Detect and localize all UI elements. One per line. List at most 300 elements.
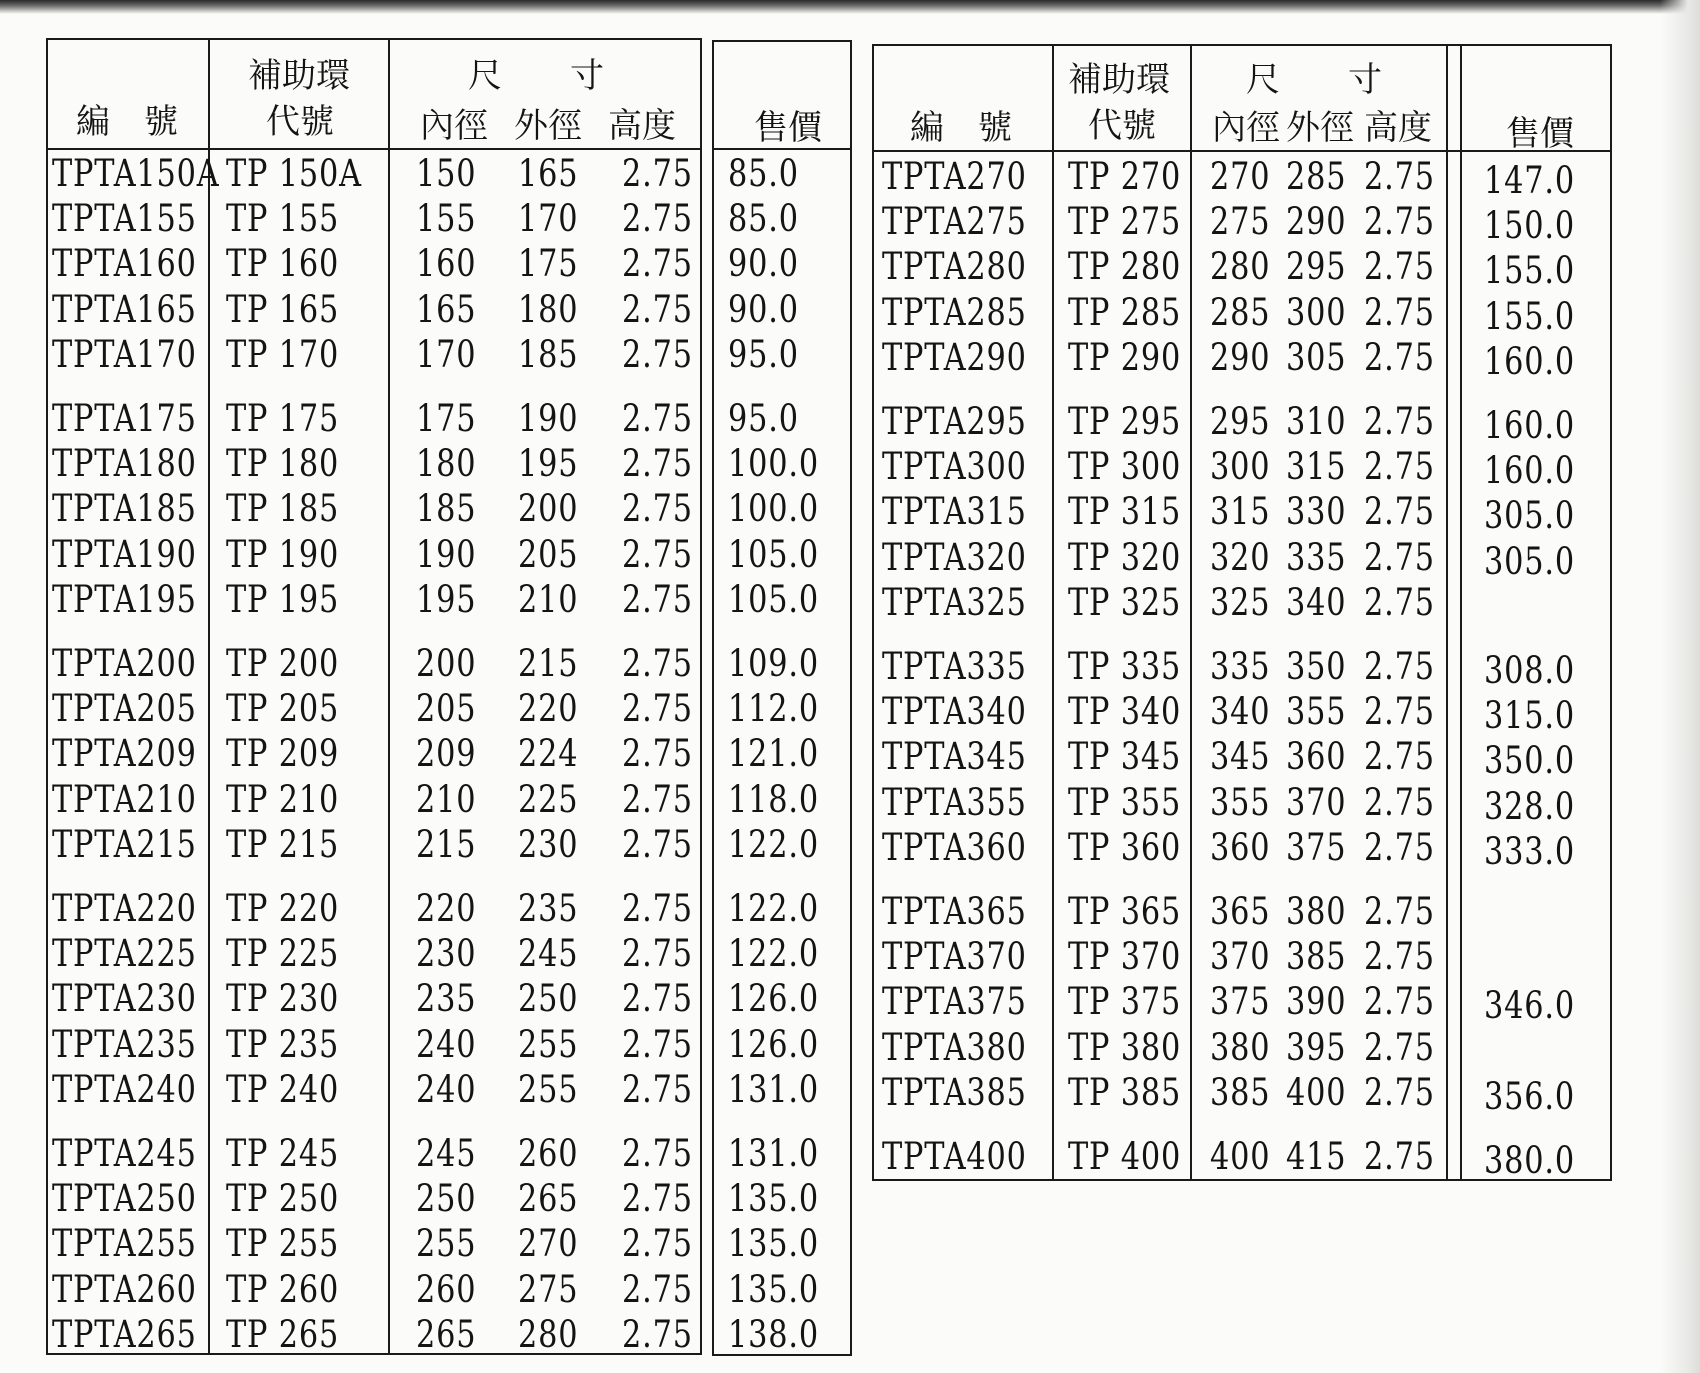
row-outer-diameter: 275 xyxy=(518,1267,579,1311)
row-height: 2.75 xyxy=(1364,780,1435,824)
row-ring-code: TP 295 xyxy=(1068,400,1182,443)
row-price: 350.0 xyxy=(1484,739,1575,783)
row-ring-code: TP 195 xyxy=(226,577,340,621)
row-price: 131.0 xyxy=(728,1132,819,1175)
row-ring-code: TP 200 xyxy=(226,642,340,685)
row-outer-diameter: 310 xyxy=(1286,400,1347,443)
row-outer-diameter: 235 xyxy=(518,887,579,930)
row-ring-code: TP 180 xyxy=(226,442,340,486)
row-ring-code: TP 245 xyxy=(226,1132,340,1175)
row-height: 2.75 xyxy=(622,1267,693,1311)
row-outer-diameter: 170 xyxy=(518,197,579,241)
row-price: 90.0 xyxy=(728,242,799,286)
row-outer-diameter: 385 xyxy=(1286,935,1347,979)
row-inner-diameter: 209 xyxy=(416,732,477,776)
row-outer-diameter: 255 xyxy=(518,1067,579,1111)
row-price: 380.0 xyxy=(1484,1139,1575,1182)
row-height: 2.75 xyxy=(622,932,693,976)
row-price: 118.0 xyxy=(728,777,819,821)
left-table xyxy=(46,38,702,1355)
header-ring-line2-right: 代號 xyxy=(1088,106,1156,146)
row-code: TPTA220 xyxy=(52,887,197,930)
row-inner-diameter: 185 xyxy=(416,487,477,531)
row-code: TPTA200 xyxy=(52,642,197,685)
row-price: 135.0 xyxy=(728,1177,819,1221)
row-price: 150.0 xyxy=(1484,204,1575,248)
row-inner-diameter: 190 xyxy=(416,532,477,576)
row-outer-diameter: 210 xyxy=(518,577,579,621)
row-ring-code: TP 355 xyxy=(1068,780,1182,824)
row-height: 2.75 xyxy=(1364,890,1435,933)
row-code: TPTA235 xyxy=(52,1022,197,1066)
row-code: TPTA165 xyxy=(52,287,197,331)
row-height: 2.75 xyxy=(1364,645,1435,688)
row-code: TPTA190 xyxy=(52,532,197,576)
row-outer-diameter: 260 xyxy=(518,1132,579,1175)
row-ring-code: TP 325 xyxy=(1068,580,1182,624)
row-inner-diameter: 315 xyxy=(1210,490,1271,534)
row-ring-code: TP 205 xyxy=(226,687,340,731)
right-divider-ring xyxy=(1190,46,1192,1179)
row-price: 356.0 xyxy=(1484,1074,1575,1118)
row-ring-code: TP 225 xyxy=(226,932,340,976)
row-price: 333.0 xyxy=(1484,829,1575,873)
row-code: TPTA215 xyxy=(52,822,197,866)
row-outer-diameter: 300 xyxy=(1286,290,1347,334)
row-code: TPTA225 xyxy=(52,932,197,976)
row-ring-code: TP 165 xyxy=(226,287,340,331)
row-outer-diameter: 175 xyxy=(518,242,579,286)
header-number-right: 編 號 xyxy=(910,108,1012,148)
row-ring-code: TP 385 xyxy=(1068,1070,1182,1114)
row-inner-diameter: 235 xyxy=(416,977,477,1021)
row-inner-diameter: 150 xyxy=(416,152,477,195)
row-code: TPTA270 xyxy=(882,155,1027,198)
row-price: 328.0 xyxy=(1484,784,1575,828)
row-code: TPTA230 xyxy=(52,977,197,1021)
row-price: 147.0 xyxy=(1484,159,1575,202)
row-outer-diameter: 380 xyxy=(1286,890,1347,933)
left-divider-ring xyxy=(388,40,390,1353)
row-outer-diameter: 285 xyxy=(1286,155,1347,198)
row-height: 2.75 xyxy=(622,977,693,1021)
row-inner-diameter: 340 xyxy=(1210,690,1271,734)
right-divider-code xyxy=(1052,46,1054,1179)
header-number: 編 號 xyxy=(76,102,178,142)
row-outer-diameter: 400 xyxy=(1286,1070,1347,1114)
row-code: TPTA275 xyxy=(882,200,1027,244)
row-ring-code: TP 315 xyxy=(1068,490,1182,534)
row-ring-code: TP 320 xyxy=(1068,535,1182,579)
row-inner-diameter: 295 xyxy=(1210,400,1271,443)
row-price: 100.0 xyxy=(728,487,819,531)
row-code: TPTA325 xyxy=(882,580,1027,624)
row-height: 2.75 xyxy=(1364,735,1435,779)
row-height: 2.75 xyxy=(622,332,693,376)
row-height: 2.75 xyxy=(622,1132,693,1175)
row-ring-code: TP 220 xyxy=(226,887,340,930)
row-height: 2.75 xyxy=(1364,690,1435,734)
row-ring-code: TP 170 xyxy=(226,332,340,376)
row-price: 85.0 xyxy=(728,197,799,241)
row-inner-diameter: 345 xyxy=(1210,735,1271,779)
row-ring-code: TP 235 xyxy=(226,1022,340,1066)
row-code: TPTA400 xyxy=(882,1135,1027,1178)
row-price: 160.0 xyxy=(1484,339,1575,383)
row-outer-diameter: 215 xyxy=(518,642,579,685)
row-height: 2.75 xyxy=(622,487,693,531)
row-ring-code: TP 345 xyxy=(1068,735,1182,779)
row-code: TPTA315 xyxy=(882,490,1027,534)
row-inner-diameter: 265 xyxy=(416,1312,477,1356)
row-outer-diameter: 224 xyxy=(518,732,579,776)
row-code: TPTA290 xyxy=(882,335,1027,379)
row-outer-diameter: 280 xyxy=(518,1312,579,1356)
row-height: 2.75 xyxy=(622,287,693,331)
row-ring-code: TP 270 xyxy=(1068,155,1182,198)
right-header-rule xyxy=(874,150,1610,152)
left-price-table xyxy=(712,40,852,1356)
row-price: 155.0 xyxy=(1484,249,1575,293)
row-inner-diameter: 210 xyxy=(416,777,477,821)
row-inner-diameter: 195 xyxy=(416,577,477,621)
left-header-rule xyxy=(48,148,700,150)
row-code: TPTA185 xyxy=(52,487,197,531)
header-size-right: 尺 寸 xyxy=(1246,60,1382,100)
row-code: TPTA180 xyxy=(52,442,197,486)
row-height: 2.75 xyxy=(1364,200,1435,244)
row-outer-diameter: 165 xyxy=(518,152,579,195)
right-divider-size xyxy=(1446,46,1448,1179)
row-outer-diameter: 335 xyxy=(1286,535,1347,579)
row-inner-diameter: 170 xyxy=(416,332,477,376)
row-price: 122.0 xyxy=(728,822,819,866)
row-inner-diameter: 370 xyxy=(1210,935,1271,979)
row-ring-code: TP 230 xyxy=(226,977,340,1021)
row-height: 2.75 xyxy=(622,397,693,440)
row-inner-diameter: 165 xyxy=(416,287,477,331)
row-price: 105.0 xyxy=(728,532,819,576)
row-ring-code: TP 160 xyxy=(226,242,340,286)
row-inner-diameter: 375 xyxy=(1210,980,1271,1024)
row-outer-diameter: 305 xyxy=(1286,335,1347,379)
row-outer-diameter: 245 xyxy=(518,932,579,976)
row-height: 2.75 xyxy=(622,642,693,685)
row-ring-code: TP 400 xyxy=(1068,1135,1182,1178)
row-ring-code: TP 280 xyxy=(1068,245,1182,289)
row-price: 131.0 xyxy=(728,1067,819,1111)
row-price: 112.0 xyxy=(728,687,819,731)
row-inner-diameter: 355 xyxy=(1210,780,1271,824)
row-inner-diameter: 320 xyxy=(1210,535,1271,579)
row-price: 155.0 xyxy=(1484,294,1575,338)
header-outer-right: 外徑 xyxy=(1286,108,1354,148)
left-divider-code xyxy=(208,40,210,1353)
row-ring-code: TP 209 xyxy=(226,732,340,776)
row-height: 2.75 xyxy=(1364,155,1435,198)
row-inner-diameter: 155 xyxy=(416,197,477,241)
row-inner-diameter: 250 xyxy=(416,1177,477,1221)
row-ring-code: TP 260 xyxy=(226,1267,340,1311)
row-ring-code: TP 250 xyxy=(226,1177,340,1221)
row-inner-diameter: 400 xyxy=(1210,1135,1271,1178)
row-inner-diameter: 365 xyxy=(1210,890,1271,933)
row-code: TPTA365 xyxy=(882,890,1027,933)
row-price: 95.0 xyxy=(728,397,799,440)
row-outer-diameter: 250 xyxy=(518,977,579,1021)
row-outer-diameter: 330 xyxy=(1286,490,1347,534)
row-outer-diameter: 195 xyxy=(518,442,579,486)
row-price: 346.0 xyxy=(1484,984,1575,1028)
row-outer-diameter: 230 xyxy=(518,822,579,866)
row-height: 2.75 xyxy=(1364,825,1435,869)
row-height: 2.75 xyxy=(1364,580,1435,624)
header-ring-line1-right: 補助環 xyxy=(1068,60,1170,100)
row-ring-code: TP 275 xyxy=(1068,200,1182,244)
row-inner-diameter: 200 xyxy=(416,642,477,685)
row-code: TPTA205 xyxy=(52,687,197,731)
row-height: 2.75 xyxy=(622,1222,693,1266)
row-inner-diameter: 285 xyxy=(1210,290,1271,334)
row-ring-code: TP 340 xyxy=(1068,690,1182,734)
row-height: 2.75 xyxy=(1364,290,1435,334)
row-outer-diameter: 180 xyxy=(518,287,579,331)
row-price: 305.0 xyxy=(1484,494,1575,538)
row-outer-diameter: 355 xyxy=(1286,690,1347,734)
header-outer: 外徑 xyxy=(514,106,582,146)
row-inner-diameter: 335 xyxy=(1210,645,1271,688)
row-code: TPTA255 xyxy=(52,1222,197,1266)
header-height-right: 高度 xyxy=(1364,108,1432,148)
row-code: TPTA280 xyxy=(882,245,1027,289)
row-height: 2.75 xyxy=(1364,245,1435,289)
row-height: 2.75 xyxy=(1364,400,1435,443)
row-height: 2.75 xyxy=(622,887,693,930)
row-code: TPTA385 xyxy=(882,1070,1027,1114)
row-code: TPTA320 xyxy=(882,535,1027,579)
row-ring-code: TP 335 xyxy=(1068,645,1182,688)
row-height: 2.75 xyxy=(1364,935,1435,979)
row-ring-code: TP 285 xyxy=(1068,290,1182,334)
row-height: 2.75 xyxy=(622,1177,693,1221)
row-height: 2.75 xyxy=(622,1312,693,1356)
row-code: TPTA209 xyxy=(52,732,197,776)
row-price: 315.0 xyxy=(1484,694,1575,738)
scan-right-edge xyxy=(1660,0,1700,1373)
header-size: 尺 寸 xyxy=(468,56,604,96)
row-height: 2.75 xyxy=(1364,445,1435,489)
row-price: 138.0 xyxy=(728,1312,819,1356)
row-outer-diameter: 290 xyxy=(1286,200,1347,244)
row-outer-diameter: 375 xyxy=(1286,825,1347,869)
row-code: TPTA155 xyxy=(52,197,197,241)
row-price: 126.0 xyxy=(728,977,819,1021)
row-outer-diameter: 255 xyxy=(518,1022,579,1066)
row-code: TPTA360 xyxy=(882,825,1027,869)
header-inner: 內徑 xyxy=(420,106,488,146)
right-divider-size-double xyxy=(1460,46,1462,1179)
row-inner-diameter: 325 xyxy=(1210,580,1271,624)
row-code: TPTA210 xyxy=(52,777,197,821)
row-price: 90.0 xyxy=(728,287,799,331)
header-ring-line1: 補助環 xyxy=(248,56,350,96)
row-ring-code: TP 365 xyxy=(1068,890,1182,933)
row-code: TPTA250 xyxy=(52,1177,197,1221)
row-inner-diameter: 380 xyxy=(1210,1025,1271,1069)
row-code: TPTA370 xyxy=(882,935,1027,979)
row-inner-diameter: 300 xyxy=(1210,445,1271,489)
row-outer-diameter: 295 xyxy=(1286,245,1347,289)
row-inner-diameter: 360 xyxy=(1210,825,1271,869)
row-height: 2.75 xyxy=(622,1022,693,1066)
row-outer-diameter: 340 xyxy=(1286,580,1347,624)
row-code: TPTA300 xyxy=(882,445,1027,489)
row-ring-code: TP 210 xyxy=(226,777,340,821)
row-inner-diameter: 385 xyxy=(1210,1070,1271,1114)
row-ring-code: TP 265 xyxy=(226,1312,340,1356)
row-code: TPTA355 xyxy=(882,780,1027,824)
row-code: TPTA150A xyxy=(52,152,220,195)
row-code: TPTA240 xyxy=(52,1067,197,1111)
row-price: 85.0 xyxy=(728,152,799,195)
row-price: 122.0 xyxy=(728,887,819,930)
row-height: 2.75 xyxy=(1364,1135,1435,1178)
row-inner-diameter: 175 xyxy=(416,397,477,440)
row-outer-diameter: 395 xyxy=(1286,1025,1347,1069)
row-code: TPTA160 xyxy=(52,242,197,286)
row-code: TPTA340 xyxy=(882,690,1027,734)
row-price: 95.0 xyxy=(728,332,799,376)
row-height: 2.75 xyxy=(622,687,693,731)
row-ring-code: TP 375 xyxy=(1068,980,1182,1024)
row-ring-code: TP 370 xyxy=(1068,935,1182,979)
row-outer-diameter: 220 xyxy=(518,687,579,731)
row-outer-diameter: 225 xyxy=(518,777,579,821)
row-ring-code: TP 380 xyxy=(1068,1025,1182,1069)
row-inner-diameter: 215 xyxy=(416,822,477,866)
row-height: 2.75 xyxy=(1364,1025,1435,1069)
row-ring-code: TP 215 xyxy=(226,822,340,866)
row-code: TPTA375 xyxy=(882,980,1027,1024)
row-price: 308.0 xyxy=(1484,649,1575,692)
row-height: 2.75 xyxy=(622,242,693,286)
row-height: 2.75 xyxy=(622,777,693,821)
right-table xyxy=(872,44,1612,1181)
header-inner-right: 內徑 xyxy=(1212,108,1280,148)
row-code: TPTA380 xyxy=(882,1025,1027,1069)
row-price: 160.0 xyxy=(1484,449,1575,493)
scan-top-edge xyxy=(0,0,1700,14)
row-price: 160.0 xyxy=(1484,404,1575,447)
row-height: 2.75 xyxy=(622,152,693,195)
left-price-header-rule xyxy=(714,148,850,150)
row-inner-diameter: 220 xyxy=(416,887,477,930)
row-outer-diameter: 270 xyxy=(518,1222,579,1266)
row-price: 305.0 xyxy=(1484,539,1575,583)
row-inner-diameter: 270 xyxy=(1210,155,1271,198)
row-ring-code: TP 175 xyxy=(226,397,340,440)
row-outer-diameter: 265 xyxy=(518,1177,579,1221)
row-height: 2.75 xyxy=(622,197,693,241)
row-height: 2.75 xyxy=(1364,980,1435,1024)
row-height: 2.75 xyxy=(622,577,693,621)
row-code: TPTA195 xyxy=(52,577,197,621)
row-price: 122.0 xyxy=(728,932,819,976)
row-inner-diameter: 180 xyxy=(416,442,477,486)
header-height: 高度 xyxy=(608,106,676,146)
row-price: 135.0 xyxy=(728,1222,819,1266)
row-inner-diameter: 290 xyxy=(1210,335,1271,379)
header-price-right: 售價 xyxy=(1506,114,1574,154)
row-height: 2.75 xyxy=(1364,490,1435,534)
row-ring-code: TP 155 xyxy=(226,197,340,241)
row-inner-diameter: 240 xyxy=(416,1022,477,1066)
row-outer-diameter: 390 xyxy=(1286,980,1347,1024)
row-inner-diameter: 205 xyxy=(416,687,477,731)
row-inner-diameter: 255 xyxy=(416,1222,477,1266)
row-ring-code: TP 300 xyxy=(1068,445,1182,489)
row-ring-code: TP 360 xyxy=(1068,825,1182,869)
row-ring-code: TP 185 xyxy=(226,487,340,531)
row-ring-code: TP 290 xyxy=(1068,335,1182,379)
header-ring-line2: 代號 xyxy=(266,102,334,142)
row-height: 2.75 xyxy=(622,822,693,866)
row-height: 2.75 xyxy=(622,732,693,776)
header-price: 售價 xyxy=(754,108,822,148)
row-code: TPTA170 xyxy=(52,332,197,376)
row-code: TPTA175 xyxy=(52,397,197,440)
row-inner-diameter: 275 xyxy=(1210,200,1271,244)
row-outer-diameter: 190 xyxy=(518,397,579,440)
row-price: 109.0 xyxy=(728,642,819,685)
row-code: TPTA265 xyxy=(52,1312,197,1356)
row-outer-diameter: 185 xyxy=(518,332,579,376)
row-height: 2.75 xyxy=(622,442,693,486)
row-outer-diameter: 360 xyxy=(1286,735,1347,779)
row-outer-diameter: 350 xyxy=(1286,645,1347,688)
row-outer-diameter: 370 xyxy=(1286,780,1347,824)
row-price: 121.0 xyxy=(728,732,819,776)
row-outer-diameter: 315 xyxy=(1286,445,1347,489)
row-inner-diameter: 260 xyxy=(416,1267,477,1311)
row-ring-code: TP 190 xyxy=(226,532,340,576)
row-height: 2.75 xyxy=(1364,335,1435,379)
row-inner-diameter: 245 xyxy=(416,1132,477,1175)
row-price: 100.0 xyxy=(728,442,819,486)
row-code: TPTA295 xyxy=(882,400,1027,443)
row-inner-diameter: 230 xyxy=(416,932,477,976)
row-ring-code: TP 150A xyxy=(226,152,362,195)
row-price: 135.0 xyxy=(728,1267,819,1311)
row-ring-code: TP 255 xyxy=(226,1222,340,1266)
row-code: TPTA335 xyxy=(882,645,1027,688)
row-inner-diameter: 240 xyxy=(416,1067,477,1111)
row-ring-code: TP 240 xyxy=(226,1067,340,1111)
row-code: TPTA260 xyxy=(52,1267,197,1311)
row-height: 2.75 xyxy=(622,532,693,576)
row-height: 2.75 xyxy=(1364,535,1435,579)
row-inner-diameter: 280 xyxy=(1210,245,1271,289)
row-price: 105.0 xyxy=(728,577,819,621)
row-inner-diameter: 160 xyxy=(416,242,477,286)
row-code: TPTA345 xyxy=(882,735,1027,779)
row-outer-diameter: 205 xyxy=(518,532,579,576)
row-height: 2.75 xyxy=(1364,1070,1435,1114)
row-code: TPTA285 xyxy=(882,290,1027,334)
row-outer-diameter: 415 xyxy=(1286,1135,1347,1178)
row-height: 2.75 xyxy=(622,1067,693,1111)
row-outer-diameter: 200 xyxy=(518,487,579,531)
